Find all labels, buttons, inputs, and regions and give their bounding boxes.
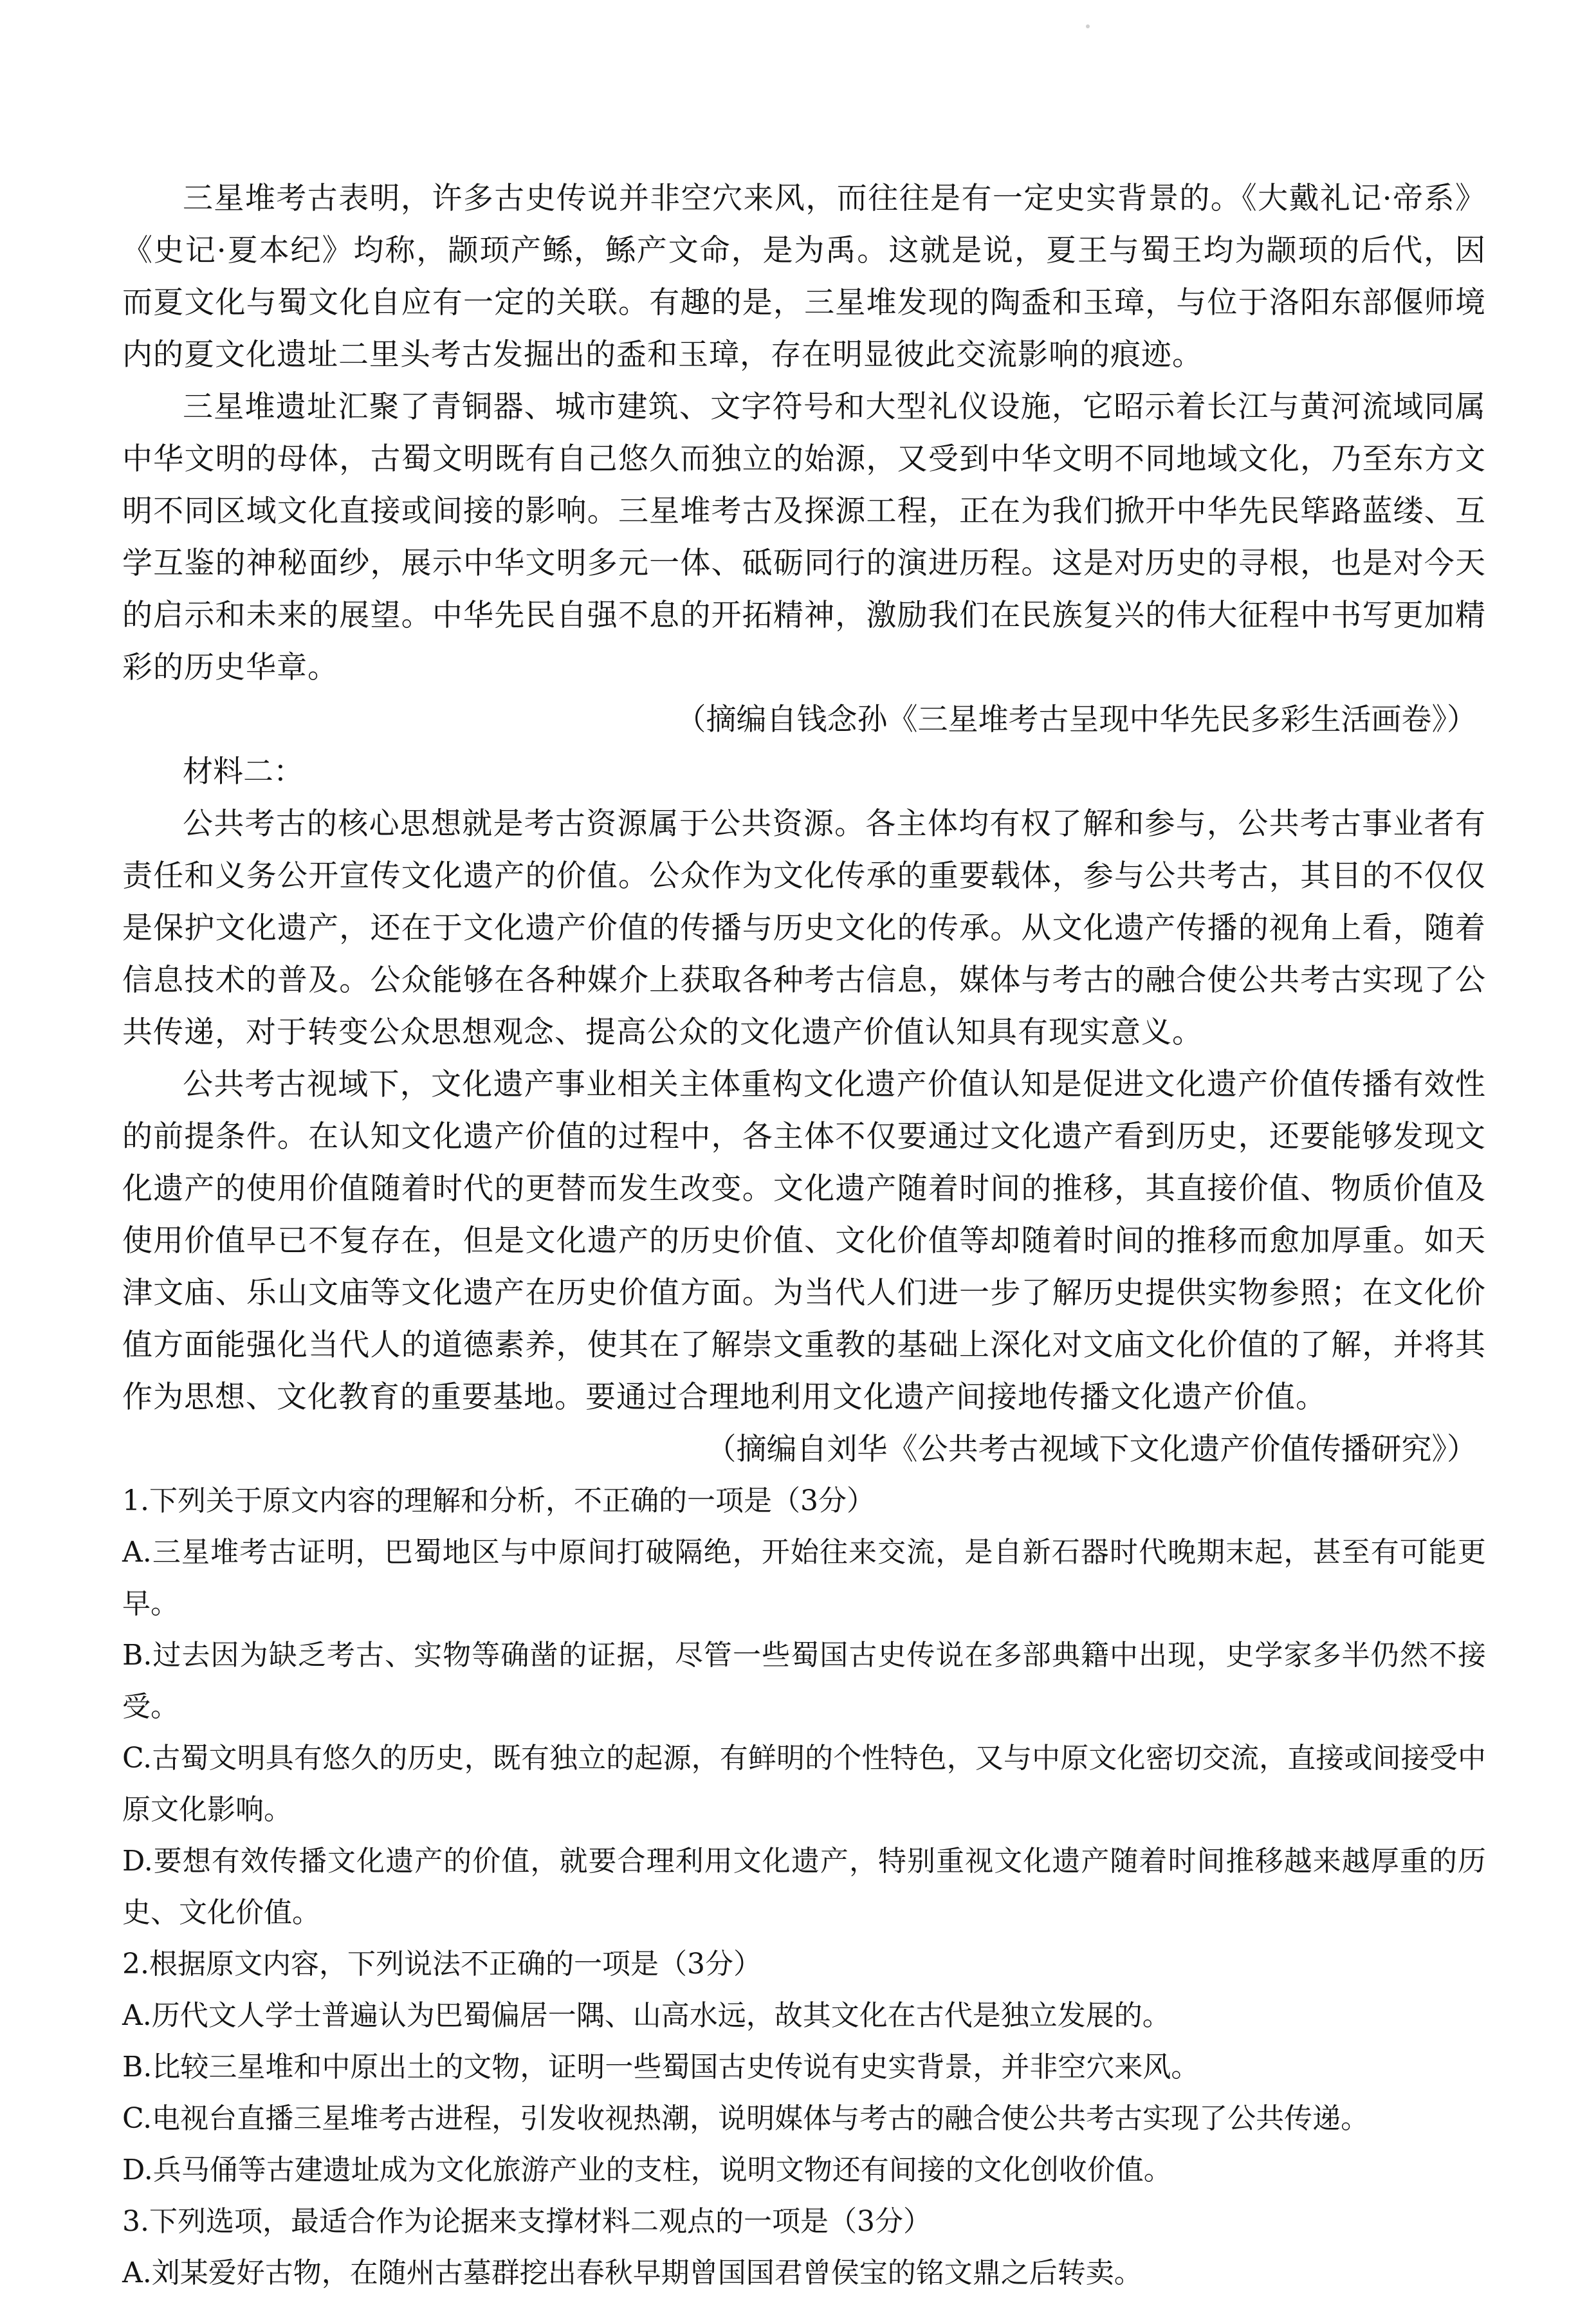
question-2-option-d: D.兵马俑等古建遗址成为文化旅游产业的支柱，说明文物还有间接的文化创收价值。 bbox=[122, 2154, 1172, 2186]
question-2-option-c: C.电视台直播三星堆考古进程，引发收视热潮，说明媒体与考古的融合使公共考古实现了公共传递。 bbox=[122, 2102, 1370, 2135]
material1-source: （摘编自钱念孙《三星堆考古呈现中华先民多彩生活画卷》） bbox=[675, 702, 1477, 737]
question-2 bbox=[122, 1939, 1486, 2196]
material2-label: 材料二： bbox=[183, 754, 304, 789]
question-3 bbox=[122, 2196, 1486, 2299]
material1-paragraph-2: 三星堆遗址汇聚了青铜器、城市建筑、文字符号和大型礼仪设施，它昭示着长江与黄河流域同属中华文明的母体，古蜀文明既有自己悠久而独立的始源，又受到中华文明不同地域文化，乃至东方文明不同区域文化直接或间接的影响。三星堆考古及探源工程，正在为我们掀开中华先民筚路蓝缕、互学互鉴的神秘面纱，展示中华文明多元一体、砥砺同行的演进历程。这是对历史的寻根，也是对今天的启示和未来的展望。中华先民自强不息的开拓精神，激励我们在民族复兴的伟大征程中书写更加精彩的历史华章。 bbox=[122, 389, 1486, 685]
question-1-option-c: C.古蜀文明具有悠久的历史，既有独立的起源，有鲜明的个性特色，又与中原文化密切交流，直接或间接受中原文化影响。 bbox=[122, 1742, 1486, 1826]
question-2-stem: 2.根据原文内容，下列说法不正确的一项是（3分） bbox=[122, 1948, 762, 1980]
question-1 bbox=[122, 1475, 1486, 1939]
exam-page bbox=[122, 172, 1486, 2299]
question-3-option-a: A.刘某爱好古物，在随州古墓群挖出春秋早期曾国国君曾侯宝的铭文鼎之后转卖。 bbox=[122, 2257, 1142, 2289]
material2-paragraph-1: 公共考古的核心思想就是考古资源属于公共资源。各主体均有权了解和参与，公共考古事业者有责任和义务公开宣传文化遗产的价值。公众作为文化传承的重要载体，参与公共考古，其目的不仅仅是保护文化遗产，还在于文化遗产价值的传播与历史文化的传承。从文化遗产传播的视角上看，随着信息技术的普及。公众能够在各种媒介上获取各种考古信息，媒体与考古的融合使公共考古实现了公共传递，对于转变公众思想观念、提高公众的文化遗产价值认知具有现实意义。 bbox=[122, 806, 1486, 1050]
question-1-option-d: D.要想有效传播文化遗产的价值，就要合理利用文化遗产，特别重视文化遗产随着时间推移越来越厚重的历史、文化价值。 bbox=[122, 1845, 1486, 1929]
material1-paragraph-1: 三星堆考古表明，许多古史传说并非空穴来风，而往往是有一定史实背景的。《大戴礼记·帝系》《史记·夏本纪》均称，颛顼产鲧，鲧产文命，是为禹。这就是说，夏王与蜀王均为颛顼的后代，因而夏文化与蜀文化自应有一定的关联。有趣的是，三星堆发现的陶盉和玉璋，与位于洛阳东部偃师境内的夏文化遗址二里头考古发掘出的盉和玉璋，存在明显彼此交流影响的痕迹。 bbox=[122, 181, 1486, 373]
question-1-option-b: B.过去因为缺乏考古、实物等确凿的证据，尽管一些蜀国古史传说在多部典籍中出现，史学家多半仍然不接受。 bbox=[122, 1639, 1486, 1723]
question-3-stem: 3.下列选项，最适合作为论据来支撑材料二观点的一项是（3分） bbox=[122, 2205, 931, 2238]
question-2-option-a: A.历代文人学士普遍认为巴蜀偏居一隅、山高水远，故其文化在古代是独立发展的。 bbox=[122, 1999, 1171, 2032]
question-2-option-b: B.比较三星堆和中原出土的文物，证明一些蜀国古史传说有史实背景，并非空穴来风。 bbox=[122, 2051, 1200, 2083]
question-1-stem: 1.下列关于原文内容的理解和分析，不正确的一项是（3分） bbox=[122, 1484, 875, 1517]
scan-dot bbox=[1086, 24, 1090, 28]
question-1-option-a: A.三星堆考古证明，巴蜀地区与中原间打破隔绝，开始往来交流，是自新石器时代晚期末起，甚至有可能更早。 bbox=[122, 1536, 1486, 1620]
material2-paragraph-2: 公共考古视域下，文化遗产事业相关主体重构文化遗产价值认知是促进文化遗产价值传播有效性的前提条件。在认知文化遗产价值的过程中，各主体不仅要通过文化遗产看到历史，还要能够发现文化遗产的使用价值随着时代的更替而发生改变。文化遗产随着时间的推移，其直接价值、物质价值及使用价值早已不复存在，但是文化遗产的历史价值、文化价值等却随着时间的推移而愈加厚重。如天津文庙、乐山文庙等文化遗产在历史价值方面。为当代人们进一步了解历史提供实物参照；在文化价值方面能强化当代人的道德素养，使其在了解崇文重教的基础上深化对文庙文化价值的了解，并将其作为思想、文化教育的重要基地。要通过合理地利用文化遗产间接地传播文化遗产价值。 bbox=[122, 1067, 1486, 1415]
material2-source: （摘编自刘华《公共考古视域下文化遗产价值传播研究》） bbox=[706, 1432, 1477, 1467]
